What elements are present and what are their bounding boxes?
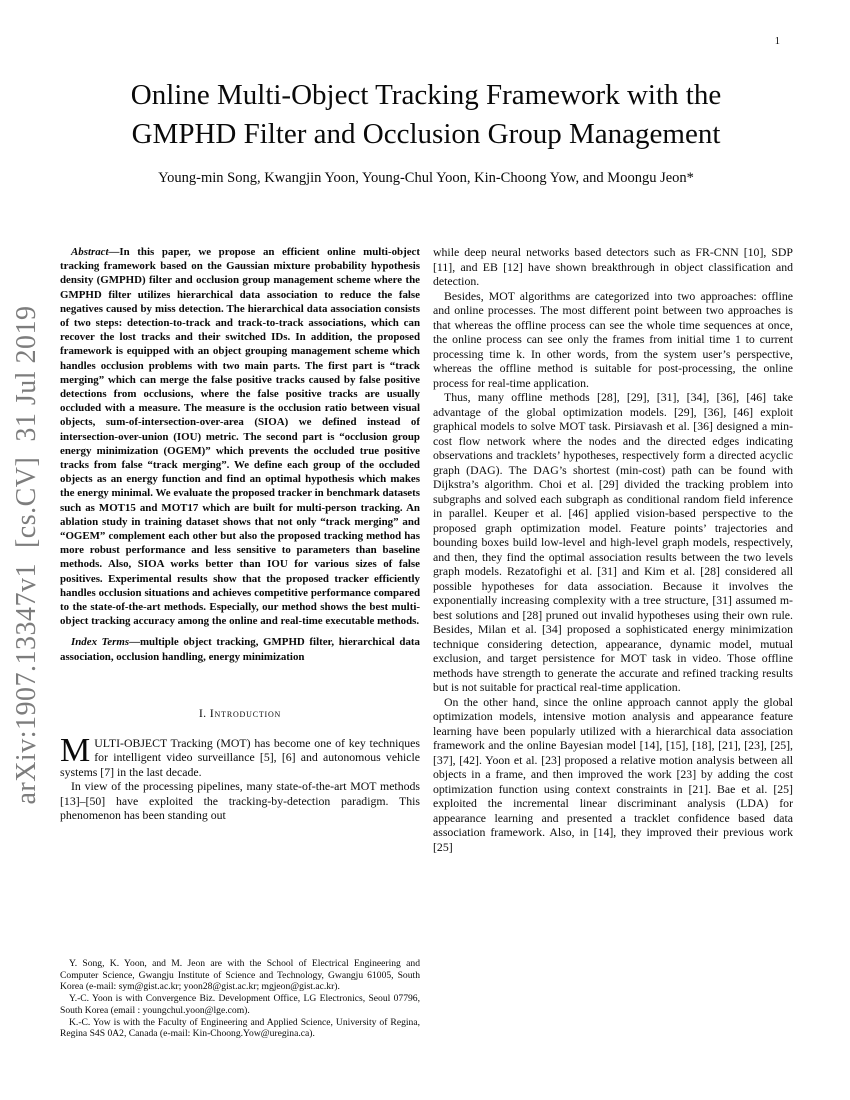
footnote-affiliation-1: Y. Song, K. Yoon, and M. Jeon are with the School of Electrical Engineering and Computer Science, Gwangju Institute of Science and Technology, Gwangju 61005, South Korea (e-mail: sym@gist.ac.kr; yoon28@gist.ac.kr; mgjeon@gist.ac.kr). xyxy=(60,958,420,993)
section-title: Introduction xyxy=(209,705,282,720)
introduction-body xyxy=(60,721,420,823)
right-paragraph-3: Thus, many offline methods [28], [29], [31], [34], [36], [46] take advantage of the global optimization models. [29], [36], [46] exploit graphical models to solve MOT task. Pirsiavash et al. [36] designed a min-cost flow network where the nodes and the directed edges indicating observations and tracklets’ hypotheses, respectively form a directed acyclic graph (DAG). The DAG’s shortest (min-cost) path can be found with Dijkstra’s algorithm. Choi et al. [29] divided the tracking problem into subgraphs and solved each subgraph as conditional random field inference in parallel. Keuper et al. [46] applied vision-based perspective to the proposed graph optimization model. Feature points’ trajectories and bounding boxes build low-level and high-level graph models, respectively, and then, they find the optimal association results between the two levels graph models. Rezatofighi et al. [31] and Kim et al. [28] considered all possible hypotheses for data association. Because it involves the exponentially increasing complexity with a tree structure, [31] assumed m-best solutions and [28] pruned out invalid hypotheses using their own rule. Besides, Milan et al. [34] proposed a sophisticated energy minimization technique considering detection, appearance, dynamic model, mutual exclusion, and target persistence for MOT task in video. Those offline methods have strength to generate the accurate and refined tracking results but is not suitable for practical real-time application. xyxy=(433,390,793,694)
arxiv-watermark: arXiv:1907.13347v1 [cs.CV] 31 Jul 2019 xyxy=(11,305,42,805)
index-terms-dash: — xyxy=(129,636,140,649)
author-footnotes xyxy=(60,958,420,1040)
dropcap-letter: M xyxy=(60,731,91,769)
abstract-text: In this paper, we propose an efficient online multi-object tracking framework based on the Gaussian mixture probability hypothesis density (GMPHD) filter and occlusion group management scheme where the GMPHD filter utilizes hierarchical data association to reduce the false negatives caused by miss detection. The hierarchical data association consists of two steps: detection-to-track and track-to-track associations, which can recover the lost tracks and their switched IDs. In addition, the proposed framework is equipped with an object grouping management scheme which handles occlusion problems with two main parts. The first part is “track merging” which can merge the false positive tracks caused by false positive detections from occlusions, where the false positive tracks are usually occluded with a measure. The measure is the occlusion ratio between visual objects, sum-of-intersection-over-area (SIOA) we defined instead of intersection-over-union (IOU) metric. The second part is “occlusion group energy minimization (OGEM)” which prevents the occluded true positive tracks from false “track merging”. We define each group of the occluded objects as an energy function and find an optimal hypothesis which makes the energy minimal. We evaluate the proposed tracker in benchmark datasets such as MOT15 and MOT17 which are built for multi-person tracking. An ablation study in training dataset shows that not only “track merging” and “OGEM” complement each other but also the proposed tracking method has more robust performance and less sensitive to parameters than baseline methods. Also, SIOA works better than IOU for various sizes of false positives. Experimental results show that the proposed tracker efficiently handles occlusion situations and achieves competitive performance compared to the state-of-the-art methods. Especially, our method shows the best multi-object tracking accuracy among the online and real-time executable methods. xyxy=(60,246,420,628)
footnote-affiliation-3: K.-C. Yow is with the Faculty of Engineering and Applied Science, University of Regina, Regina S4S 0A2, Canada (e-mail: Kin-Choong.Yow@uregina.ca). xyxy=(60,1016,420,1040)
right-paragraph-4: On the other hand, since the online approach cannot apply the global optimization models, intensive motion analysis and appearance feature learning have been popularly utilized with a hierarchical data association framework and the online Bayesian model [14], [15], [18], [21], [23], [25], [37], [42]. Yoon et al. [23] proposed a relative motion analysis between all objects in a frame, and then improved the work [23] by adding the cost optimization function using context constraints in [21]. Bae et al. [25] exploited the incremental linear discriminant analysis (LDA) for appearance learning and presented a tracklet confidence based data association framework. Also, in [14], they improved their previous work [25] xyxy=(433,694,793,854)
two-column-body xyxy=(60,245,793,1040)
right-column xyxy=(433,245,793,1040)
authors-line: Young-min Song, Kwangjin Yoon, Young-Chul Yoon, Kin-Choong Yow, and Moongu Jeon* xyxy=(158,170,694,186)
section-number: I. xyxy=(198,705,207,720)
footnote-affiliation-2: Y.-C. Yoon is with Convergence Biz. Development Office, LG Electronics, Seoul 07796, South Korea (email : youngchul.yoon@lge.com). xyxy=(60,993,420,1016)
paper-title-line1: Online Multi-Object Tracking Framework with the xyxy=(130,79,722,111)
paper-header xyxy=(60,76,792,187)
abstract-lead: Abstract xyxy=(71,246,109,258)
abstract-dash: — xyxy=(108,246,120,258)
paper-title xyxy=(60,76,792,154)
abstract-paragraph xyxy=(60,245,420,628)
left-column xyxy=(60,245,420,1040)
page-number: 1 xyxy=(774,36,780,47)
section-heading-introduction xyxy=(60,706,420,721)
intro-paragraph-2: In view of the processing pipelines, many state-of-the-art MOT methods [13]–[50] have exploited the tracking-by-detection paradigm. This phenomenon has been standing out xyxy=(60,779,420,823)
index-terms-text: multiple object tracking, GMPHD filter, hierarchical data association, occlusion handling, energy minimization xyxy=(60,636,420,663)
intro-paragraph-1 xyxy=(60,731,420,780)
index-terms-paragraph xyxy=(60,635,420,663)
right-paragraph-1: while deep neural networks based detectors such as FR-CNN [10], SDP [11], and EB [12] have shown breakthrough in object classification and detection. xyxy=(433,245,793,288)
paper-title-line2: GMPHD Filter and Occlusion Group Management xyxy=(131,118,721,150)
intro-paragraph-1-text: ULTI-OBJECT Tracking (MOT) has become one of key techniques for intelligent video surveillance [5], [6] and autonomous vehicle systems [7] in the last decade. xyxy=(60,735,420,779)
right-paragraph-2: Besides, MOT algorithms are categorized into two approaches: offline and online processes. The most different point between two approaches is that whereas the offline process can see the whole time sequences at once, the online process can see only the frames from initial time 1 to current processing time k. In other words, from the system user’s perspective, whereas the offline method is suitable for post-processing, the online process for real-time application. xyxy=(433,288,793,390)
index-terms-lead: Index Terms xyxy=(71,636,130,649)
